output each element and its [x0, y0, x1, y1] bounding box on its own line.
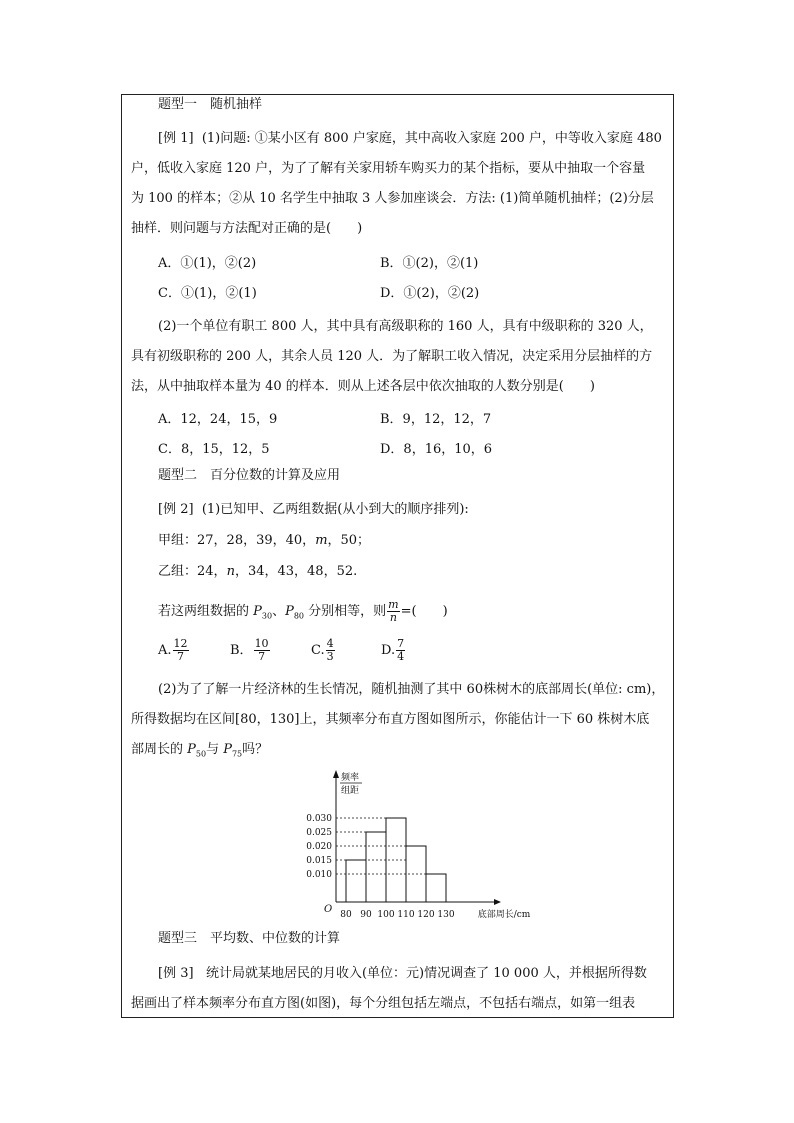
group-a-line: 甲组：27，28，39，40，m，50； — [158, 533, 371, 548]
option-2a: A．12，24，15，9 — [158, 412, 278, 427]
option-1b: B．①(2)，②(1) — [380, 256, 479, 271]
example1-line1: [例 1] (1)问题: ①某小区有 800 户家庭，其中高收入家庭 200 户，中等收入家庭 480 — [158, 131, 662, 146]
x-tick-label: 90 — [360, 910, 372, 920]
histogram-bar — [426, 874, 446, 902]
y-axis-label-bottom: 组距 — [341, 786, 360, 796]
y-tick-label: 0.025 — [306, 828, 332, 838]
x-tick-label: 80 — [340, 910, 352, 920]
example3-line1: [例 3] 统计局就某地居民的月收入(单位：元)情况调查了 10 000 人，并根据所得数 — [158, 966, 647, 981]
x-tick-label: 100 — [377, 910, 395, 920]
y-axis-arrow — [333, 770, 339, 778]
option-2-c-frac: C. $\frac{4}{3}$ — [311, 637, 334, 663]
histogram-bar — [346, 860, 366, 902]
section-heading-type3: 题型三 平均数、中位数的计算 — [158, 931, 341, 946]
option-2-d-frac: D. $\frac{7}{4}$ — [381, 637, 405, 663]
x-tick-label: 130 — [437, 910, 455, 920]
option-1a: A．①(1)，②(2) — [158, 256, 257, 271]
y-axis-label-top: 频率 — [341, 773, 360, 783]
y-tick-label: 0.030 — [306, 814, 332, 824]
option-1d: D．①(2)，②(2) — [380, 286, 480, 301]
example1-part2-line3: 法，从中抽取样本量为 40 的样本．则从上述各层中依次抽取的人数分别是( ) — [131, 379, 595, 394]
option-1c: C．①(1)，②(1) — [158, 286, 257, 301]
option-2b: B．9，12，12，7 — [380, 412, 492, 427]
histogram-bar — [366, 832, 386, 902]
example2-part2-line3: 部周长的 $P_{50}$与 $P_{75}$吗？ — [131, 742, 269, 759]
y-tick-label: 0.015 — [306, 856, 332, 866]
option-2c: C．8，15，12，5 — [158, 442, 270, 457]
x-axis-label: 底部周长/cm — [477, 910, 531, 920]
y-tick-label: 0.010 — [306, 870, 332, 880]
frequency-histogram — [294, 768, 534, 920]
percentile-question: 若这两组数据的 $P_{30}$、$P_{80}$ 分别相等，则 $\frac{m}{n}$ =( ) — [158, 598, 448, 624]
example1-line3: 为 100 的样本；②从 10 名学生中抽取 3 人参加座谈会．方法: (1)简单随机抽样；(2)分层 — [131, 191, 654, 206]
example3-line2: 据画出了样本频率分布直方图(如图)，每个分组包括左端点，不包括右端点，如第一组表 — [131, 996, 636, 1011]
example1-line4: 抽样．则问题与方法配对正确的是( ) — [131, 221, 363, 236]
section-heading-type1: 题型一 随机抽样 — [158, 97, 263, 112]
example2-tag: [例 2] — [158, 502, 194, 517]
example2-line1: [例 2] (1)已知甲、乙两组数据(从小到大的顺序排列): — [158, 502, 469, 517]
example1-part2-line2: 具有初级职称的 200 人，其余人员 120 人．为了解职工收入情况，决定采用分层抽样的方 — [131, 349, 653, 364]
x-tick-label: 110 — [397, 910, 415, 920]
x-tick-label: 120 — [417, 910, 435, 920]
example3-tag: [例 3] — [158, 966, 194, 981]
origin-label: O — [324, 904, 333, 915]
option-2-a-frac: A. $\frac{12}{7}$ — [158, 637, 188, 663]
example2-part2-line2: 所得数据均在区间[80，130]上，其频率分布直方图如图所示，你能估计一下 60 株树木底 — [131, 712, 650, 727]
group-b-line: 乙组：24，n，34，43，48，52. — [158, 564, 358, 579]
x-axis-arrow — [494, 899, 501, 905]
option-2-b-frac: B． $\frac{10}{7}$ — [230, 637, 269, 663]
example1-part2-line1: (2)一个单位有职工 800 人，其中具有高级职称的 160 人，具有中级职称的 320 人， — [158, 319, 653, 334]
example1-line2: 户，低收入家庭 120 户，为了了解有关家用轿车购买力的某个指标，要从中抽取一个容量 — [131, 161, 646, 176]
y-tick-label: 0.020 — [306, 842, 332, 852]
fraction-m-over-n: $\frac{m}{n}$ — [388, 598, 399, 624]
example2-part2-line1: (2)为了了解一片经济林的生长情况，随机抽测了其中 60株树木的底部周长(单位: cm)， — [158, 682, 665, 697]
section-heading-type2: 题型二 百分位数的计算及应用 — [158, 468, 341, 483]
option-2d: D．8，16，10，6 — [380, 442, 493, 457]
example1-tag: [例 1] — [158, 131, 194, 146]
